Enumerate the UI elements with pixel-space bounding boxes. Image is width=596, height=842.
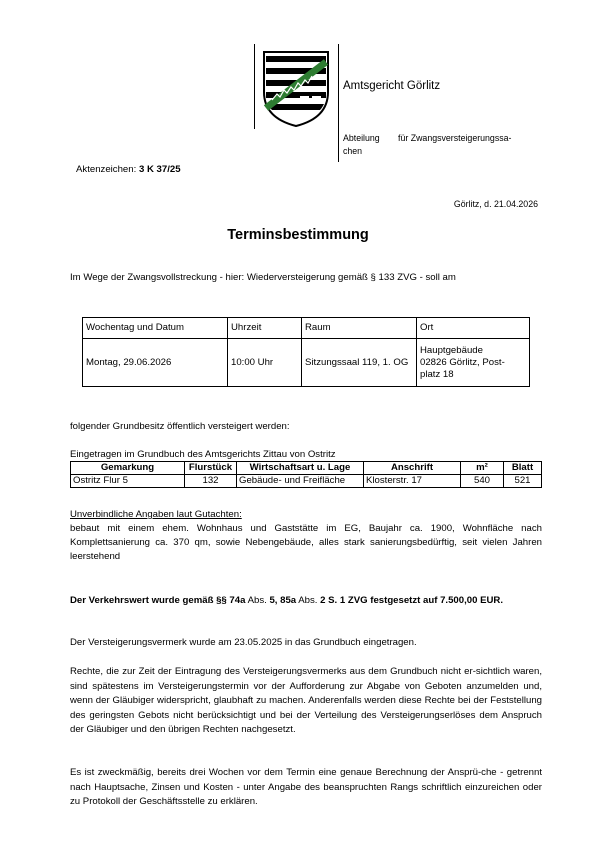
appointment-room: Sitzungssaal 119, 1. OG [302,339,417,387]
col-wirtschaftsart: Wirtschaftsart u. Lage [237,462,364,475]
page-title: Terminsbestimmung [227,227,369,243]
cell-anschrift: Klosterstr. 17 [364,475,461,488]
file-reference-label: Aktenzeichen: [76,164,137,175]
appointment-time: 10:00 Uhr [228,339,302,387]
appointment-date: Montag, 29.06.2026 [83,339,228,387]
property-row [71,475,542,488]
department-value-line2: chen [343,146,363,156]
cell-blatt: 521 [504,475,542,488]
place-line1: Hauptgebäude [420,344,483,356]
header-left-rule [254,44,255,129]
header-date: Wochentag und Datum [83,318,228,339]
file-reference-value: 3 K 37/25 [138,164,181,175]
appointment-header-row [83,318,530,339]
coat-of-arms-icon [260,48,332,128]
paragraph-claims: Es ist zweckmäßig, bereits drei Wochen vor dem Termin eine genaue Berechnung der Ansprü-che - getrennt nach Hauptsache, Zinsen und Kosten - unter Angabe des beanspruchten Rangs schriftlich einzureichen oder zu Protokoll der Geschäftsstelle zu erklären. [70,767,542,807]
col-flurstueck: Flurstück [185,462,237,475]
paragraph-rights: Rechte, die zur Zeit der Eintragung des Versteigerungsvermerks aus dem Grundbuch nicht er-sichtlich waren, sind spätestens im Versteigerungstermin vor der Aufforderung zur Abgabe von Geboten anzumelden und, wenn der Gläubiger widerspricht, glaubhaft zu machen. Anderenfalls werden diese Rechte bei der Feststellung des geringsten Gebots nicht berücksichtigt und bei der Verteilung des Versteigerungserlöses dem Anspruch der Gläubiger und den übrigen Rechten nachgesetzt. [70,666,542,735]
appointment-place [417,339,530,387]
paragraph-registration: Der Versteigerungsvermerk wurde am 23.05.2025 in das Grundbuch eingetragen. [70,637,417,648]
property-intro: folgender Grundbesitz öffentlich versteigert werden: [70,421,290,432]
col-area: m² [461,462,504,475]
header-place: Ort [417,318,530,339]
market-value-part5: 2 S. 1 ZVG festgesetzt auf 7.500,00 EUR. [320,595,504,606]
court-name: Amtsgericht Görlitz [343,80,441,92]
market-value [70,594,542,608]
place-line3: platz 18 [420,368,454,380]
market-value-part1: Der Verkehrswert wurde gemäß §§ 74a [70,595,246,606]
intro-text: Im Wege der Zwangsvollstreckung - hier: Wiederversteigerung gemäß § 133 ZVG - soll am [70,272,456,283]
col-gemarkung: Gemarkung [71,462,185,475]
header-right-rule [338,44,339,162]
header-time: Uhrzeit [228,318,302,339]
market-value-part2: Abs. [245,595,270,606]
appointment-row [83,339,530,387]
appraisal-heading: Unverbindliche Angaben laut Gutachten: [70,509,242,520]
property-header-row [71,462,542,475]
col-blatt: Blatt [504,462,542,475]
cell-gemarkung: Ostritz Flur 5 [71,475,185,488]
place-date: Görlitz, d. 21.04.2026 [453,199,538,209]
header-room: Raum [302,318,417,339]
department-value-line1: für Zwangsversteigerungssa- [398,133,512,143]
file-reference [76,164,181,175]
cell-wirtschaftsart: Gebäude- und Freifläche [237,475,364,488]
market-value-part4: Abs. [296,595,321,606]
cell-area: 540 [461,475,504,488]
department-value [398,133,511,143]
appraisal-text: bebaut mit einem ehem. Wohnhaus und Gaststätte im EG, Baujahr ca. 1900, Wohnfläche nach Komplettsanierung ca. 370 qm, sowie Nebengebäude, alles stark sanierungsbedürftig, seit vielen Jahren leerstehend [70,523,542,562]
col-anschrift: Anschrift [364,462,461,475]
land-register: Eingetragen im Grundbuch des Amtsgerichts Zittau von Ostritz [70,449,336,460]
department-label: Abteilung [343,133,380,143]
cell-flurstueck: 132 [185,475,237,488]
place-line2: 02826 Görlitz, Post- [420,356,505,368]
market-value-part3: 5, 85a [269,595,297,606]
appointment-table [82,317,530,387]
property-table [70,461,542,488]
